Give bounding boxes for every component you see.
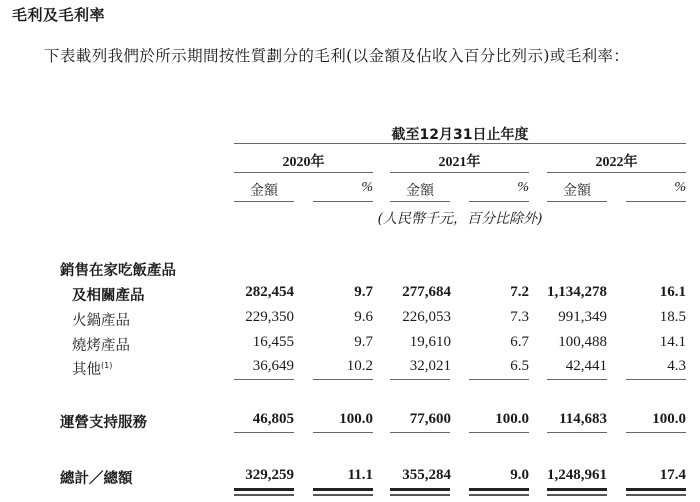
cell-amount-2020: 282,454: [245, 284, 294, 300]
intro-paragraph: 下表載列我們於所示期間按性質劃分的毛利(以金額及佔收入百分比列示)或毛利率：: [44, 47, 630, 65]
cell-percent-2021: 6.5: [510, 358, 529, 374]
total-double-rule: [626, 488, 686, 491]
cell-percent-2022: 18.5: [659, 309, 686, 325]
cell-percent-2021: 9.0: [510, 467, 529, 483]
cell-amount-2021: 355,284: [402, 467, 451, 483]
subtotal-rule: [626, 379, 686, 380]
cell-amount-2022: 114,683: [559, 411, 607, 427]
year-header-2020: 2020年: [282, 155, 325, 170]
unit-note: (人民幣千元，百分比除外): [377, 211, 543, 227]
row-label-total: 總計／總額: [60, 471, 133, 487]
cell-percent-2020: 10.2: [346, 358, 373, 374]
subtotal-rule: [469, 379, 529, 380]
footnote-marker: (1): [101, 361, 113, 371]
year-header-2021: 2021年: [438, 155, 481, 170]
cell-amount-2021: 277,684: [402, 284, 451, 300]
cell-percent-2022: 17.4: [659, 467, 686, 483]
period-header: 截至12月31日止年度: [391, 127, 529, 143]
cell-amount-2021: 19,610: [409, 334, 451, 350]
section-rule: [390, 432, 450, 433]
subheader-rule: [469, 201, 529, 202]
section-rule: [469, 432, 529, 433]
cell-amount-2021: 77,600: [409, 411, 451, 427]
year-rule-2022: [547, 172, 686, 173]
total-double-rule: [234, 488, 294, 491]
subtotal-rule: [390, 379, 450, 380]
total-double-rule: [626, 494, 686, 496]
cell-percent-2022: 16.1: [659, 284, 686, 300]
year-rule-2020: [234, 172, 373, 173]
cell-percent-2020: 9.6: [354, 309, 373, 325]
subheader-rule: [234, 201, 294, 202]
subheader-rule: [390, 201, 450, 202]
cell-percent-2021: 6.7: [510, 334, 529, 350]
cell-amount-2020: 329,259: [245, 467, 294, 483]
subheader-rule: [313, 201, 373, 202]
cell-percent-2020: 9.7: [354, 334, 373, 350]
cell-percent-2020: 9.7: [354, 284, 373, 300]
cell-amount-2022: 1,134,278: [547, 284, 607, 300]
subtotal-rule: [547, 379, 607, 380]
subheader-amount-2020: 金額: [250, 183, 278, 199]
total-double-rule: [390, 488, 450, 491]
row-label-others: [72, 358, 112, 379]
subtotal-rule: [234, 379, 294, 380]
cell-amount-2022: 42,441: [565, 358, 607, 374]
row-label-related-products: 及相關產品: [72, 288, 145, 304]
cell-amount-2021: 32,021: [409, 358, 451, 374]
total-double-rule: [547, 488, 607, 491]
cell-percent-2020: 11.1: [347, 467, 373, 483]
section-rule: [547, 432, 607, 433]
top-rule: [234, 143, 686, 144]
section-rule: [313, 432, 373, 433]
cell-amount-2020: 16,455: [252, 334, 294, 350]
cell-amount-2020: 46,805: [252, 411, 294, 427]
total-double-rule: [313, 494, 373, 496]
row-label-hotpot: 火鍋產品: [72, 313, 130, 329]
cell-amount-2022: 100,488: [558, 334, 607, 350]
subheader-percent-2022: %: [674, 180, 686, 195]
section-heading: 毛利及毛利率: [12, 6, 106, 24]
total-double-rule: [313, 488, 373, 491]
subheader-rule: [626, 201, 686, 202]
year-rule-2021: [390, 172, 529, 173]
row-label-operation-support: 運營支持服務: [60, 415, 147, 431]
total-double-rule: [547, 494, 607, 496]
total-double-rule: [390, 494, 450, 496]
cell-amount-2020: 36,649: [252, 358, 294, 374]
cell-percent-2022: 100.0: [652, 411, 686, 427]
total-double-rule: [469, 488, 529, 491]
total-double-rule: [234, 494, 294, 496]
cell-amount-2022: 991,349: [558, 309, 607, 325]
subheader-percent-2020: %: [361, 180, 373, 195]
cell-percent-2021: 7.2: [510, 284, 529, 300]
row-label-others-text: 其他: [72, 362, 101, 378]
row-label-bbq: 燒烤產品: [72, 338, 130, 354]
section-rule: [626, 432, 686, 433]
subheader-amount-2021: 金額: [406, 183, 434, 199]
cell-amount-2021: 226,053: [402, 309, 451, 325]
cell-amount-2020: 229,350: [245, 309, 294, 325]
cell-percent-2021: 100.0: [495, 411, 529, 427]
cell-amount-2022: 1,248,961: [547, 467, 607, 483]
cell-percent-2022: 14.1: [659, 334, 686, 350]
subheader-rule: [547, 201, 607, 202]
subheader-amount-2022: 金額: [563, 183, 591, 199]
subtotal-rule: [313, 379, 373, 380]
year-header-2022: 2022年: [595, 155, 638, 170]
total-double-rule: [469, 494, 529, 496]
cell-percent-2022: 4.3: [667, 358, 686, 374]
cell-percent-2021: 7.3: [510, 309, 529, 325]
section-rule: [234, 432, 294, 433]
row-label-home-meal-products: 銷售在家吃飯產品: [60, 263, 176, 279]
cell-percent-2020: 100.0: [339, 411, 373, 427]
subheader-percent-2021: %: [517, 180, 529, 195]
